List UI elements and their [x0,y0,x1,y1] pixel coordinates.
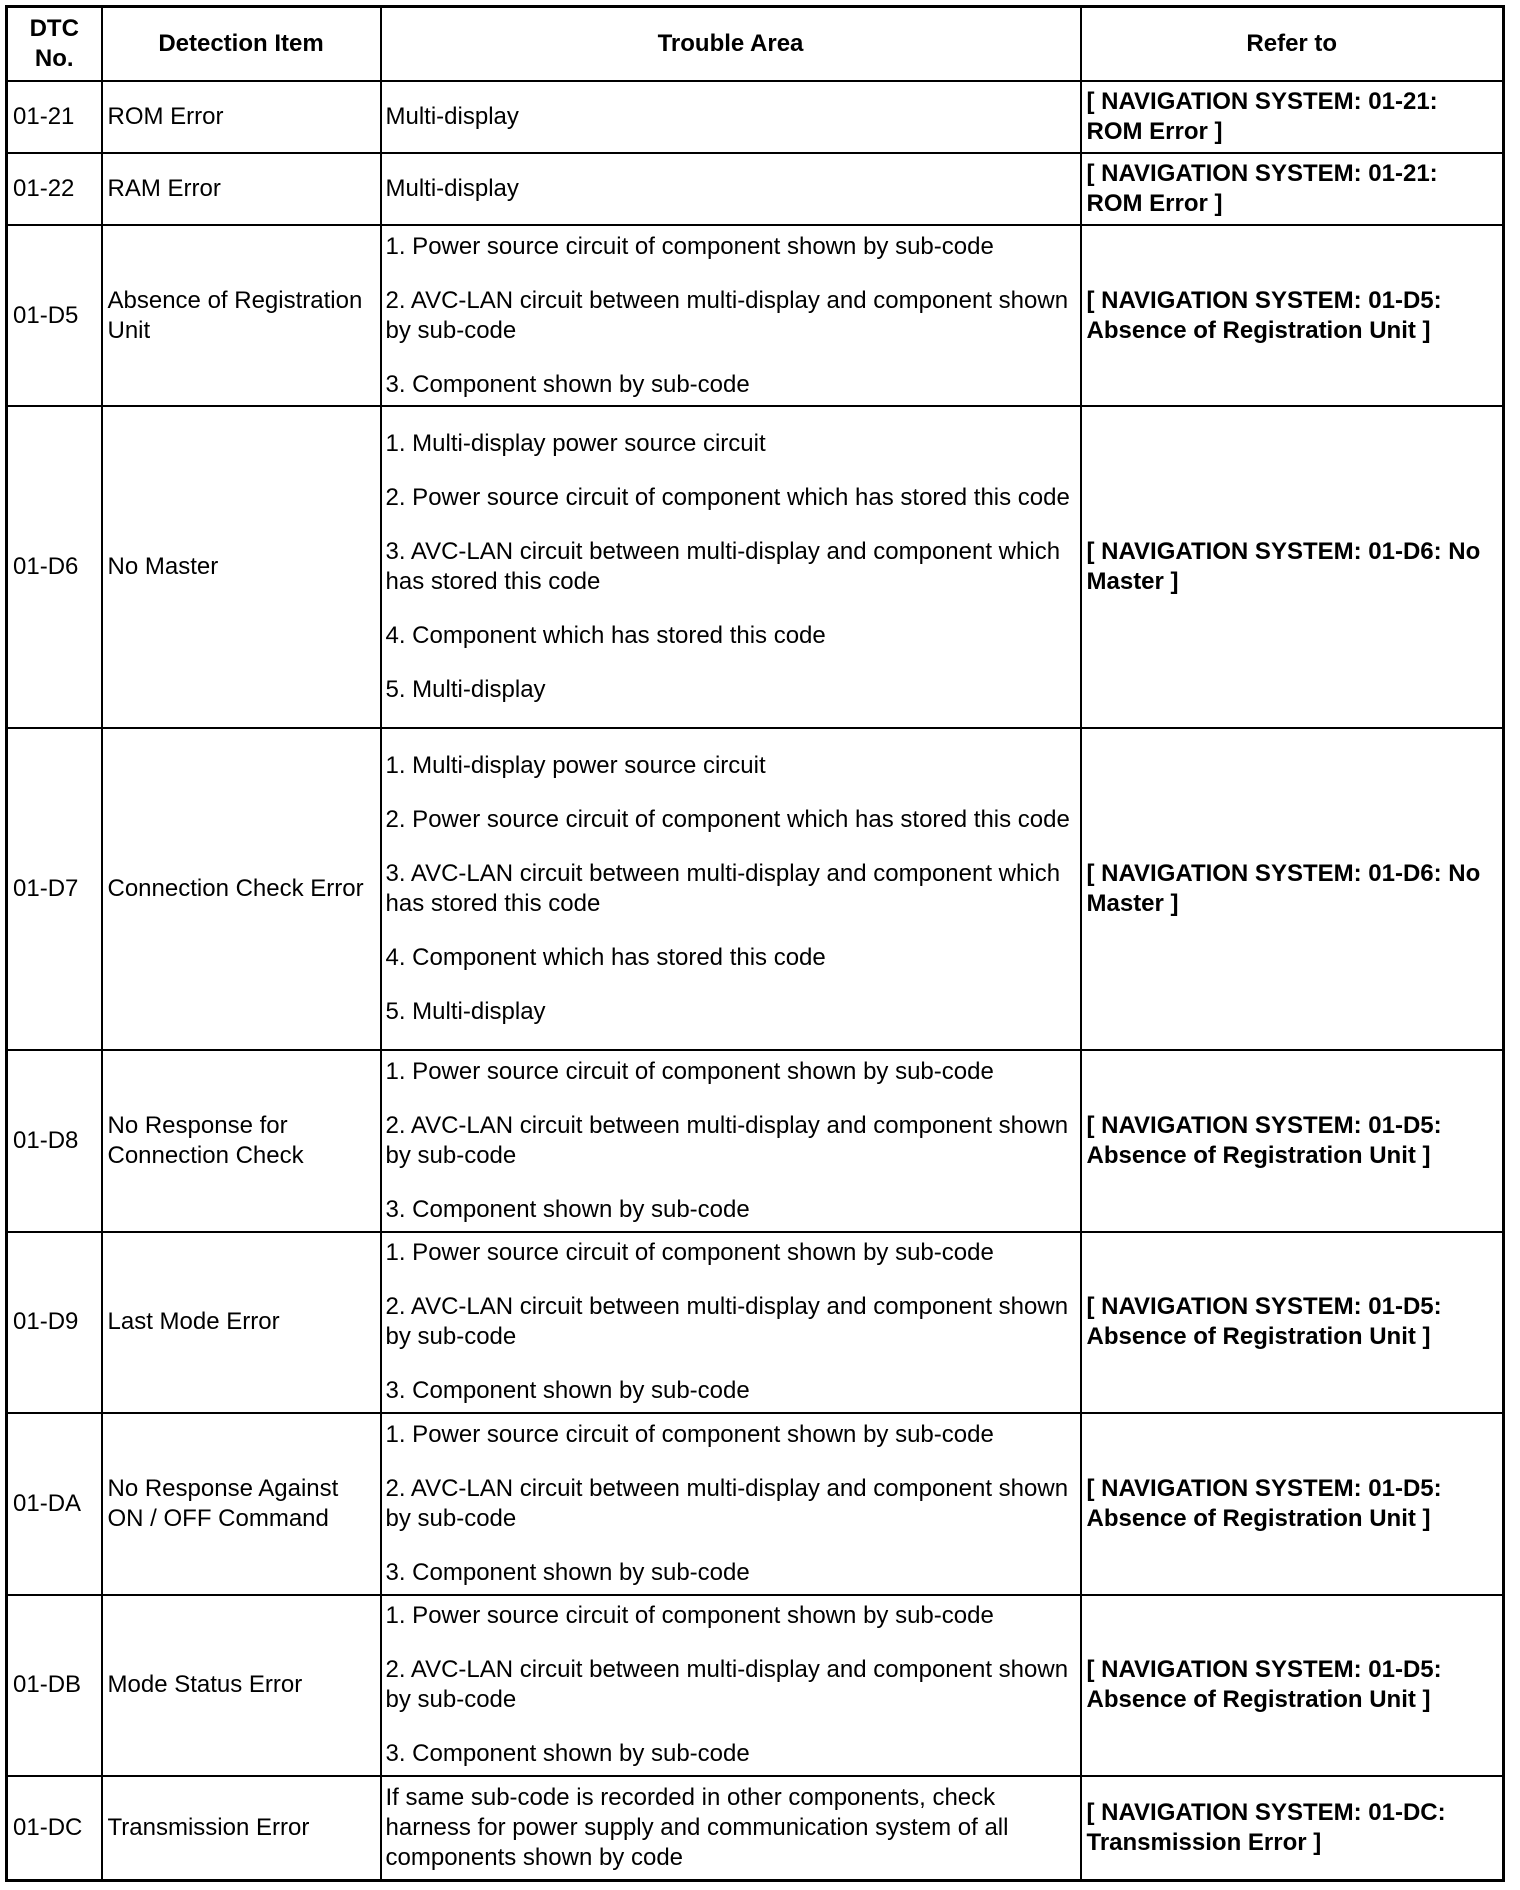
trouble-area-item: 1. Power source circuit of component shown by sub-code [385,232,994,260]
table-row [7,728,1504,1050]
trouble-area-item: 1. Multi-display power source circuit [385,752,766,780]
refer-to-cell: [ NAVIGATION SYSTEM: 01-D5: Absence of Registration Unit ] [1081,1232,1504,1414]
header-dtc-no: DTC No. [7,7,102,81]
header-refer-to: Refer to [1081,7,1504,81]
table-row [7,153,1504,225]
trouble-area-item: 2. AVC-LAN circuit between multi-display and component shown by sub-code [385,286,1069,344]
dtc-code-cell: 01-DA [7,1413,102,1595]
table-row [7,1232,1504,1414]
dtc-code-cell: 01-DC [7,1776,102,1880]
trouble-area-item: 1. Power source circuit of component shown by sub-code [385,1057,994,1085]
trouble-area-item: 2. AVC-LAN circuit between multi-display and component shown by sub-code [385,1111,1069,1169]
detection-item-cell: RAM Error [102,153,381,225]
dtc-table-page [5,5,1502,1882]
trouble-area-cell [381,153,1081,225]
table-row [7,1595,1504,1777]
trouble-area-cell [381,1050,1081,1232]
trouble-area-item: 5. Multi-display [385,676,546,704]
trouble-area-item: 3. Component shown by sub-code [385,1195,750,1223]
detection-item-cell: Last Mode Error [102,1232,381,1414]
trouble-area-item: 2. Power source circuit of component which has stored this code [385,806,1070,834]
detection-item-cell: No Response for Connection Check [102,1050,381,1232]
dtc-table [5,5,1505,1882]
trouble-area-item: 1. Multi-display power source circuit [385,430,766,458]
trouble-area-item: 4. Component which has stored this code [385,622,826,650]
trouble-area-item: 3. Component shown by sub-code [385,1740,750,1768]
detection-item-cell: Absence of Registration Unit [102,225,381,407]
trouble-area-cell [381,1232,1081,1414]
trouble-area-item: If same sub-code is recorded in other components, check harness for power supply and communication system of all components shown by code [385,1784,1009,1872]
table-row [7,1050,1504,1232]
trouble-area-item: 1. Power source circuit of component shown by sub-code [385,1239,994,1267]
trouble-area-item: 4. Component which has stored this code [385,944,826,972]
header-trouble-area: Trouble Area [381,7,1081,81]
dtc-code-cell: 01-D8 [7,1050,102,1232]
trouble-area-cell [381,1776,1081,1880]
detection-item-cell: No Response Against ON / OFF Command [102,1413,381,1595]
trouble-area-item: 3. Component shown by sub-code [385,1558,750,1586]
trouble-area-item: 3. AVC-LAN circuit between multi-display and component which has stored this code [385,860,1061,918]
dtc-code-cell: 01-DB [7,1595,102,1777]
dtc-code-cell: 01-22 [7,153,102,225]
trouble-area-item: 1. Power source circuit of component shown by sub-code [385,1602,994,1630]
detection-item-cell: No Master [102,406,381,728]
table-row [7,1776,1504,1880]
trouble-area-item: 2. AVC-LAN circuit between multi-display and component shown by sub-code [385,1474,1069,1532]
refer-to-cell: [ NAVIGATION SYSTEM: 01-DC: Transmission Error ] [1081,1776,1504,1880]
table-row [7,81,1504,153]
refer-to-cell: [ NAVIGATION SYSTEM: 01-D5: Absence of Registration Unit ] [1081,1050,1504,1232]
trouble-area-item: 2. AVC-LAN circuit between multi-display and component shown by sub-code [385,1656,1069,1714]
refer-to-cell: [ NAVIGATION SYSTEM: 01-D5: Absence of Registration Unit ] [1081,1595,1504,1777]
trouble-area-item: 1. Power source circuit of component shown by sub-code [385,1420,994,1448]
table-row [7,1413,1504,1595]
dtc-code-cell: 01-D5 [7,225,102,407]
dtc-code-cell: 01-D7 [7,728,102,1050]
table-body [7,81,1504,1881]
refer-to-cell: [ NAVIGATION SYSTEM: 01-21: ROM Error ] [1081,81,1504,153]
trouble-area-cell [381,406,1081,728]
table-row [7,406,1504,728]
dtc-code-cell: 01-D6 [7,406,102,728]
refer-to-cell: [ NAVIGATION SYSTEM: 01-D5: Absence of Registration Unit ] [1081,1413,1504,1595]
table-header-row [7,7,1504,81]
trouble-area-item: 5. Multi-display [385,998,546,1026]
table-row [7,225,1504,407]
trouble-area-item: 3. Component shown by sub-code [385,370,750,398]
trouble-area-item: Multi-display [385,102,519,130]
trouble-area-item: Multi-display [385,174,519,202]
dtc-code-cell: 01-D9 [7,1232,102,1414]
trouble-area-cell [381,1595,1081,1777]
refer-to-cell: [ NAVIGATION SYSTEM: 01-D5: Absence of Registration Unit ] [1081,225,1504,407]
trouble-area-cell [381,728,1081,1050]
trouble-area-cell [381,1413,1081,1595]
refer-to-cell: [ NAVIGATION SYSTEM: 01-21: ROM Error ] [1081,153,1504,225]
detection-item-cell: Transmission Error [102,1776,381,1880]
trouble-area-item: 2. Power source circuit of component which has stored this code [385,484,1070,512]
header-detection-item: Detection Item [102,7,381,81]
detection-item-cell: Mode Status Error [102,1595,381,1777]
refer-to-cell: [ NAVIGATION SYSTEM: 01-D6: No Master ] [1081,406,1504,728]
detection-item-cell: ROM Error [102,81,381,153]
trouble-area-cell [381,225,1081,407]
dtc-code-cell: 01-21 [7,81,102,153]
trouble-area-item: 2. AVC-LAN circuit between multi-display and component shown by sub-code [385,1293,1069,1351]
trouble-area-cell [381,81,1081,153]
detection-item-cell: Connection Check Error [102,728,381,1050]
trouble-area-item: 3. AVC-LAN circuit between multi-display and component which has stored this code [385,538,1061,596]
trouble-area-item: 3. Component shown by sub-code [385,1377,750,1405]
refer-to-cell: [ NAVIGATION SYSTEM: 01-D6: No Master ] [1081,728,1504,1050]
